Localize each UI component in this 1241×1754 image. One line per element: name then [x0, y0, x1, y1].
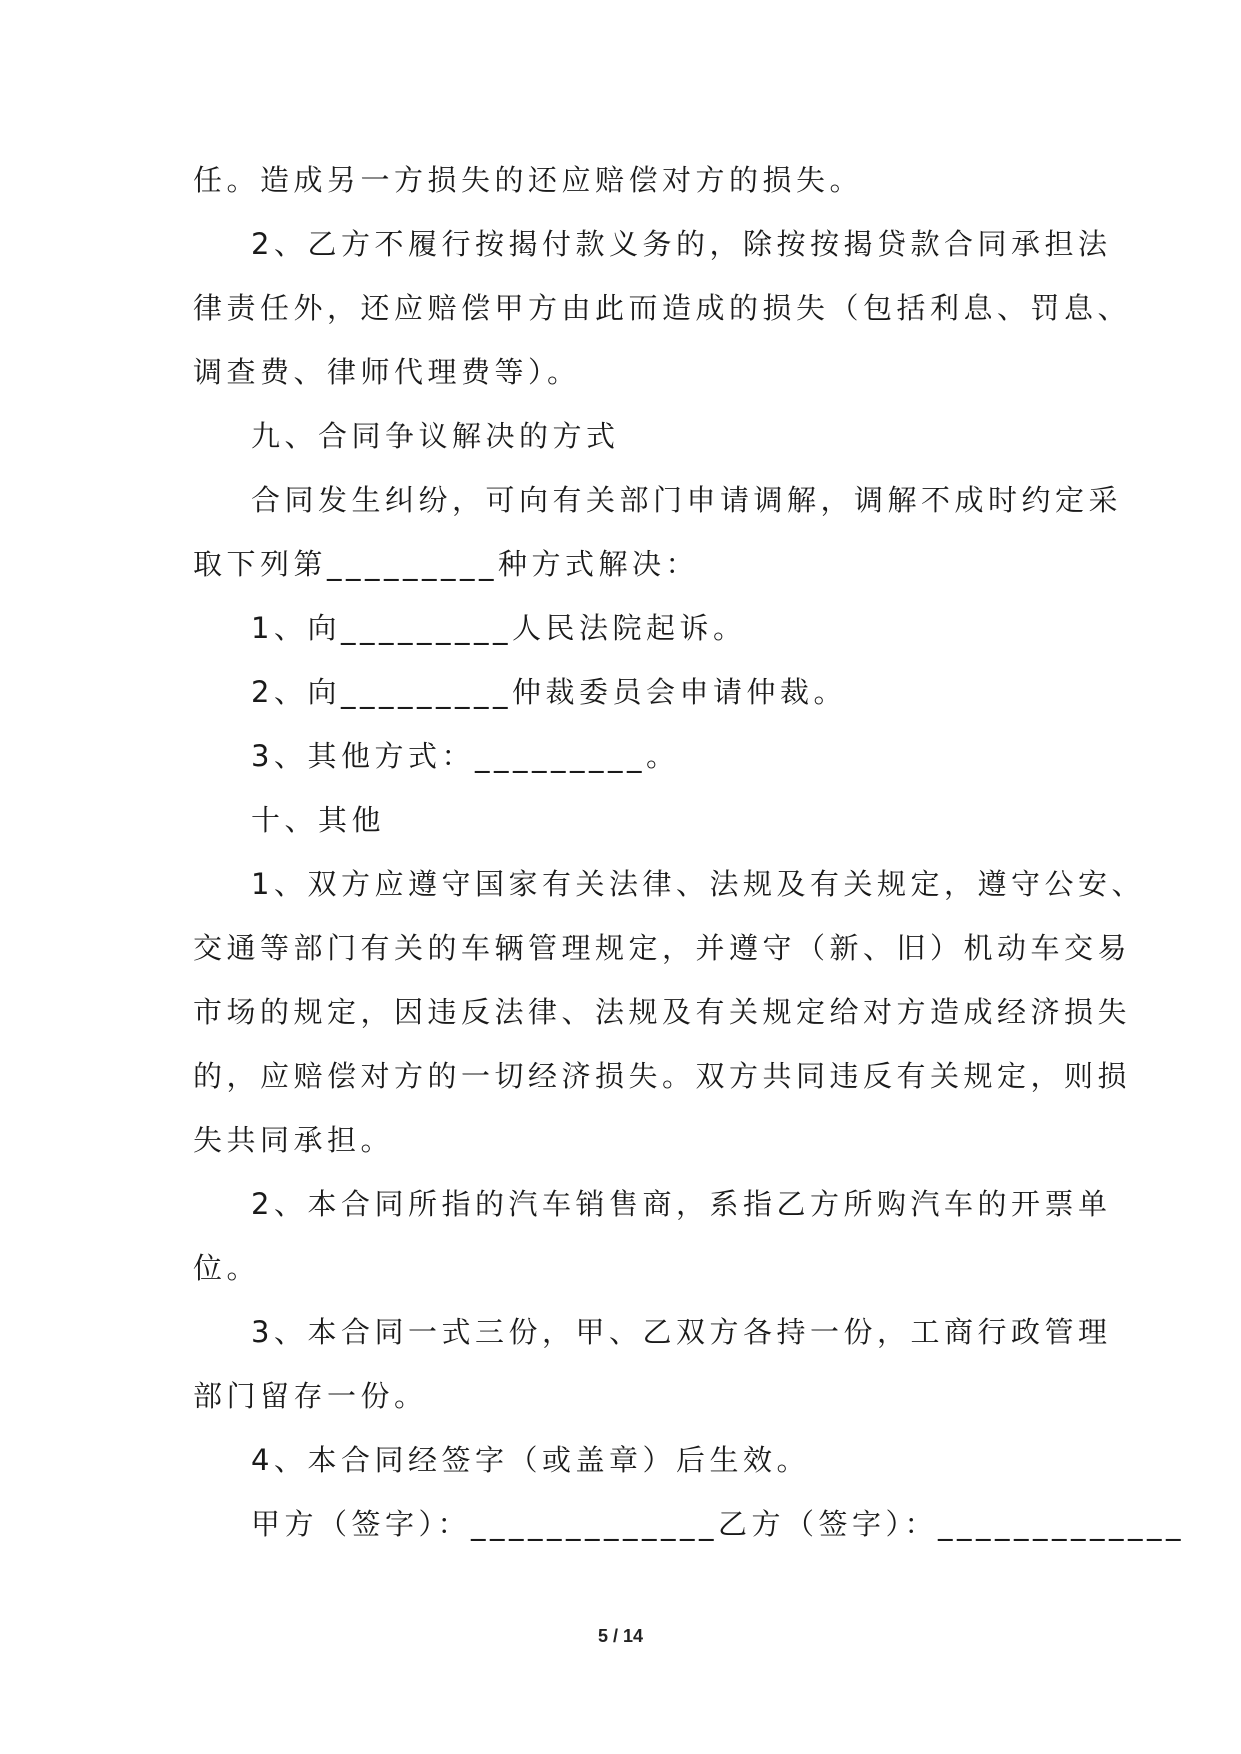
text-line: 九、合同争议解决的方式	[251, 419, 620, 453]
text-line: 取下列第_________种方式解决：	[193, 547, 700, 581]
text-line: 2、向_________仲裁委员会申请仲裁。	[251, 675, 847, 709]
text-line: 2、本合同所指的汽车销售商，系指乙方所购汽车的开票单	[251, 1187, 1112, 1221]
text-line: 合同发生纠纷，可向有关部门申请调解，调解不成时约定采	[251, 483, 1123, 517]
text-line: 位。	[193, 1251, 261, 1285]
text-line: 甲方（签字）：_____________乙方（签字）：_____________	[251, 1507, 1186, 1541]
text-line: 4、本合同经签字（或盖章）后生效。	[251, 1443, 810, 1477]
text-line: 1、双方应遵守国家有关法律、法规及有关规定，遵守公安、	[251, 867, 1145, 901]
text-line: 交通等部门有关的车辆管理规定，并遵守（新、旧）机动车交易	[193, 931, 1132, 965]
text-line: 部门留存一份。	[193, 1379, 428, 1413]
text-line: 市场的规定，因违反法律、法规及有关规定给对方造成经济损失	[193, 995, 1132, 1029]
text-line: 3、其他方式：_________。	[251, 739, 680, 773]
text-line: 的，应赔偿对方的一切经济损失。双方共同违反有关规定，则损	[193, 1059, 1132, 1093]
text-line: 3、本合同一式三份，甲、乙双方各持一份，工商行政管理	[251, 1315, 1112, 1349]
text-line: 任。造成另一方损失的还应赔偿对方的损失。	[193, 163, 864, 197]
text-line: 调查费、律师代理费等）。	[193, 355, 581, 389]
text-line: 1、向_________人民法院起诉。	[251, 611, 747, 645]
document-body	[193, 148, 1186, 1556]
text-line: 失共同承担。	[193, 1123, 395, 1157]
text-line: 2、乙方不履行按揭付款义务的，除按按揭贷款合同承担法	[251, 227, 1112, 261]
page-number: 5 / 14	[597, 1626, 644, 1646]
text-line: 律责任外，还应赔偿甲方由此而造成的损失（包括利息、罚息、	[193, 291, 1132, 325]
text-line: 十、其他	[251, 803, 386, 837]
